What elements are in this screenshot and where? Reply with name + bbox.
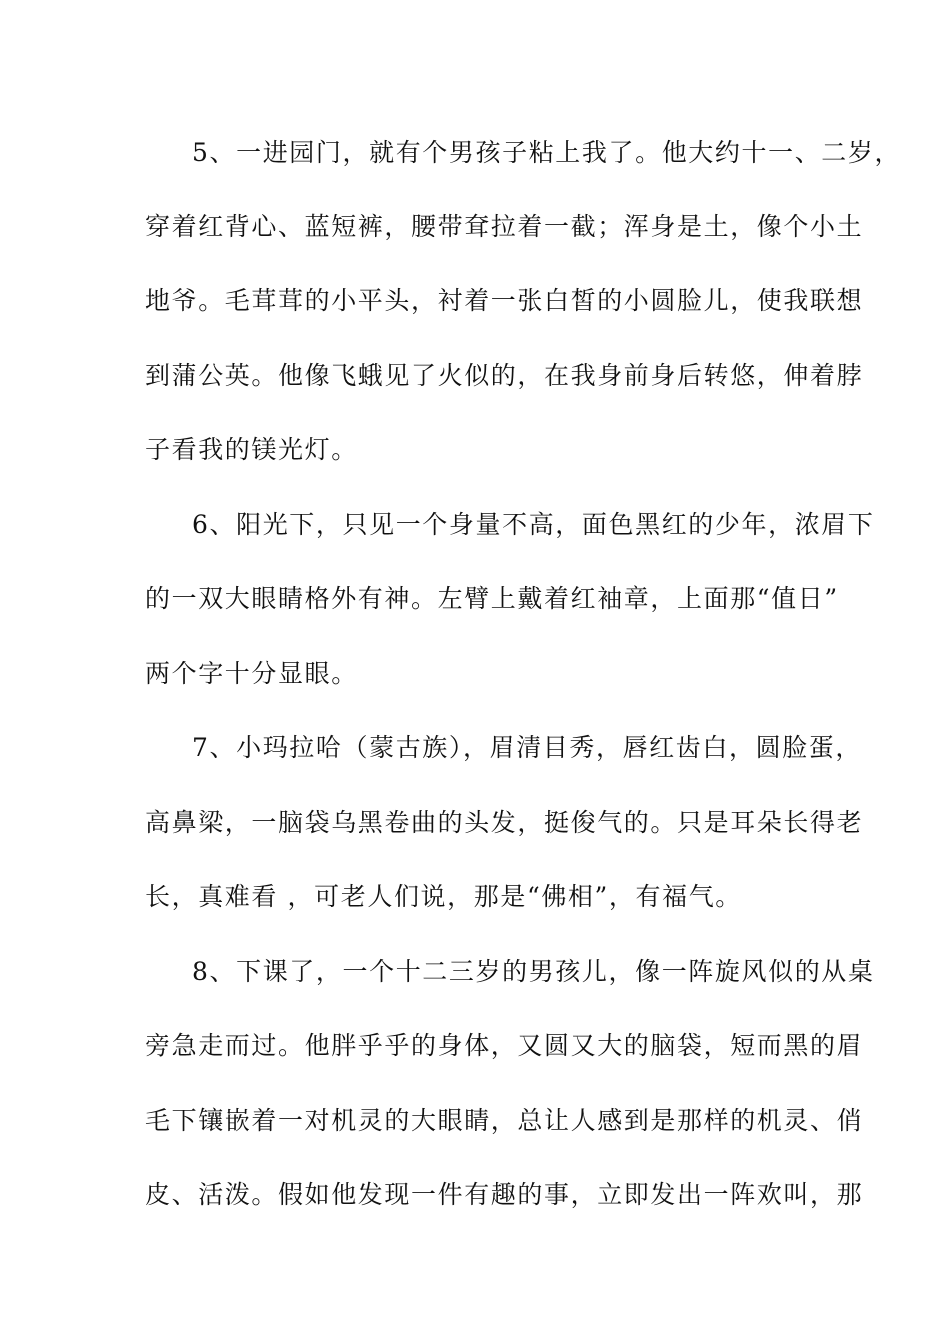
paragraph-7-line-3: 长，真难看 ，可老人们说，那是“佛相”，有福气。 — [145, 882, 742, 911]
paragraph-6-line-3: 两个字十分显眼。 — [145, 659, 358, 688]
paragraph-8-line-3: 毛下镶嵌着一对机灵的大眼睛，总让人感到是那样的机灵、俏 — [145, 1106, 864, 1135]
paragraph-8-line-4: 皮、活泼。假如他发现一件有趣的事，立即发出一阵欢叫，那 — [145, 1180, 864, 1209]
paragraph-5-line-2: 穿着红背心、蓝短裤，腰带耷拉着一截；浑身是土，像个小土 — [145, 212, 864, 241]
paragraph-5-line-1: 5、一进园门，就有个男孩子粘上我了。他大约十一、二岁， — [192, 138, 902, 167]
paragraph-5-line-3: 地爷。毛茸茸的小平头，衬着一张白皙的小圆脸儿，使我联想 — [145, 286, 864, 315]
paragraph-6-line-2: 的一双大眼睛格外有神。左臂上戴着红袖章，上面那“值日” — [145, 584, 839, 613]
paragraph-5-line-5: 子看我的镁光灯。 — [145, 435, 358, 464]
paragraph-7-line-2: 高鼻梁，一脑袋乌黑卷曲的头发，挺俊气的。只是耳朵长得老 — [145, 808, 864, 837]
paragraph-6-line-1: 6、阳光下，只见一个身量不高，面色黑红的少年，浓眉下 — [192, 510, 875, 539]
paragraph-8-line-1: 8、下课了，一个十二三岁的男孩儿，像一阵旋风似的从桌 — [192, 957, 875, 986]
paragraph-7-line-1: 7、小玛拉哈（蒙古族），眉清目秀，唇红齿白，圆脸蛋， — [192, 733, 863, 762]
paragraph-5-line-4: 到蒲公英。他像飞蛾见了火似的，在我身前身后转悠，伸着脖 — [145, 361, 864, 390]
paragraph-8-line-2: 旁急走而过。他胖乎乎的身体，又圆又大的脑袋，短而黑的眉 — [145, 1031, 864, 1060]
